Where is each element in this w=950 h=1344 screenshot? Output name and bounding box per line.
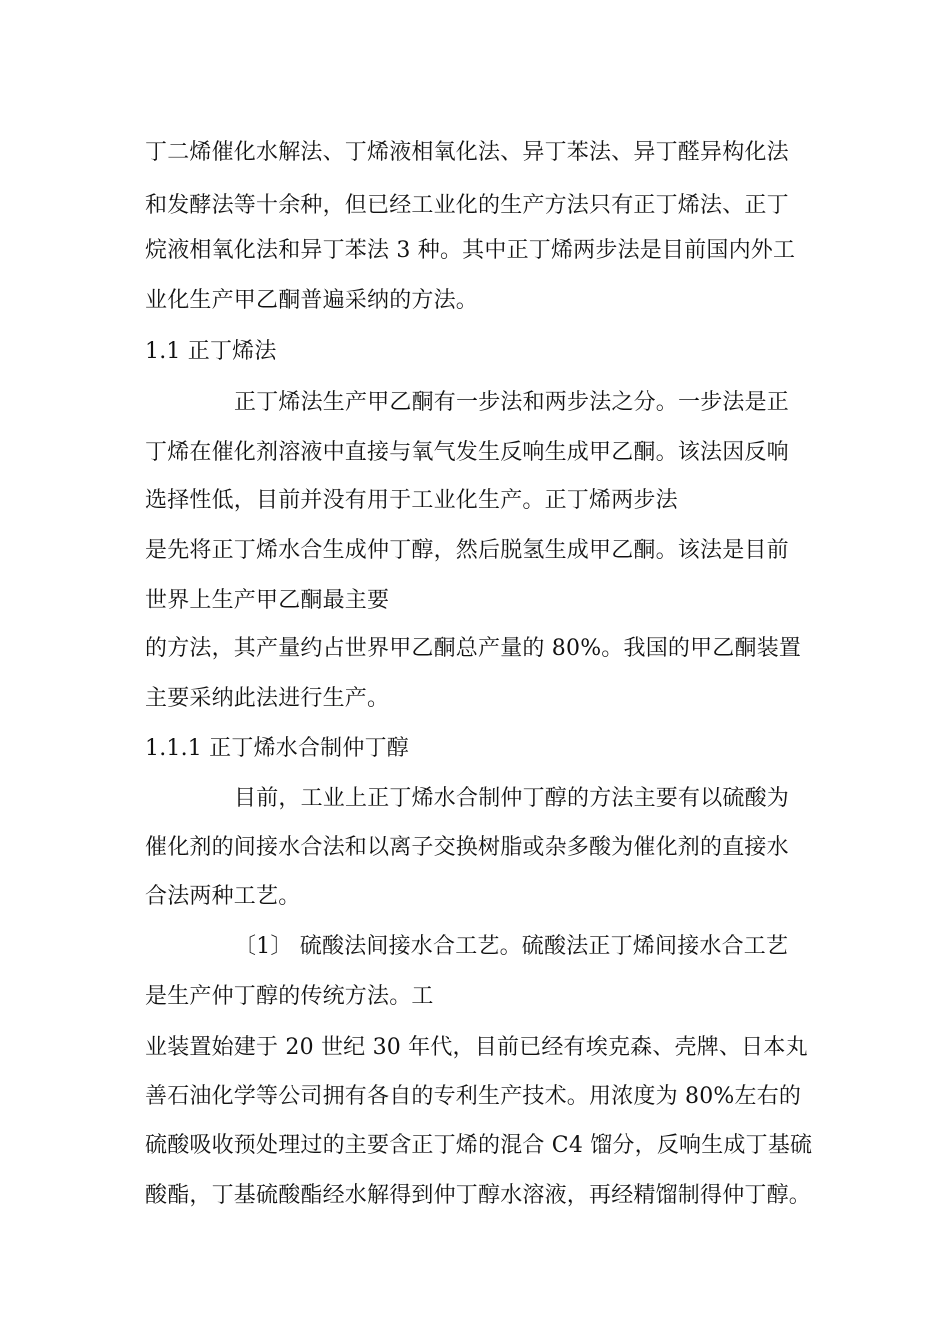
paragraph-first-line: 目前，工业上正丁烯水合制仲丁醇的方法主要有以硫酸为	[234, 786, 790, 811]
body-text-line: 主要采纳此法进行生产。	[145, 686, 390, 711]
section-heading: 1.1 正丁烯法	[145, 339, 277, 364]
body-text-line: 丁二烯催化水解法、丁烯液相氧化法、异丁苯法、异丁醛异构化法	[145, 140, 789, 165]
body-text-line: 是生产仲丁醇的传统方法。工	[145, 984, 434, 1009]
body-text-line: 丁烯在催化剂溶液中直接与氧气发生反响生成甲乙酮。该法因反响	[145, 440, 789, 465]
body-text-line: 世界上生产甲乙酮最主要	[145, 588, 390, 613]
body-text-line: 催化剂的间接水合法和以离子交换树脂或杂多酸为催化剂的直接水	[145, 835, 789, 860]
body-text-line: 和发酵法等十余种，但已经工业化的生产方法只有正丁烯法、正丁	[145, 193, 789, 218]
paragraph-first-line: 〔1〕 硫酸法间接水合工艺。硫酸法正丁烯间接水合工艺	[234, 934, 789, 959]
paragraph-first-line: 正丁烯法生产甲乙酮有一步法和两步法之分。一步法是正	[234, 390, 790, 415]
body-text-line: 善石油化学等公司拥有各自的专利生产技术。用浓度为 80%左右的	[145, 1084, 802, 1109]
body-text-line: 的方法，其产量约占世界甲乙酮总产量的 80%。我国的甲乙酮装置	[145, 636, 802, 661]
body-text-line: 合法两种工艺。	[145, 884, 301, 909]
body-text-line: 是先将正丁烯水合生成仲丁醇，然后脱氢生成甲乙酮。该法是目前	[145, 538, 789, 563]
body-text-line: 选择性低，目前并没有用于工业化生产。正丁烯两步法	[145, 488, 678, 513]
subsection-heading: 1.1.1 正丁烯水合制仲丁醇	[145, 736, 409, 761]
body-text-line: 硫酸吸收预处理过的主要含正丁烯的混合 C4 馏分，反响生成丁基硫	[145, 1133, 813, 1158]
body-text-line: 业装置始建于 20 世纪 30 年代，目前已经有埃克森、壳牌、日本丸	[145, 1035, 808, 1060]
body-text-line: 业化生产甲乙酮普遍采纳的方法。	[145, 288, 479, 313]
body-text-line: 烷液相氧化法和异丁苯法 3 种。其中正丁烯两步法是目前国内外工	[145, 238, 796, 263]
body-text-line: 酸酯，丁基硫酸酯经水解得到仲丁醇水溶液，再经精馏制得仲丁醇。	[145, 1183, 812, 1208]
